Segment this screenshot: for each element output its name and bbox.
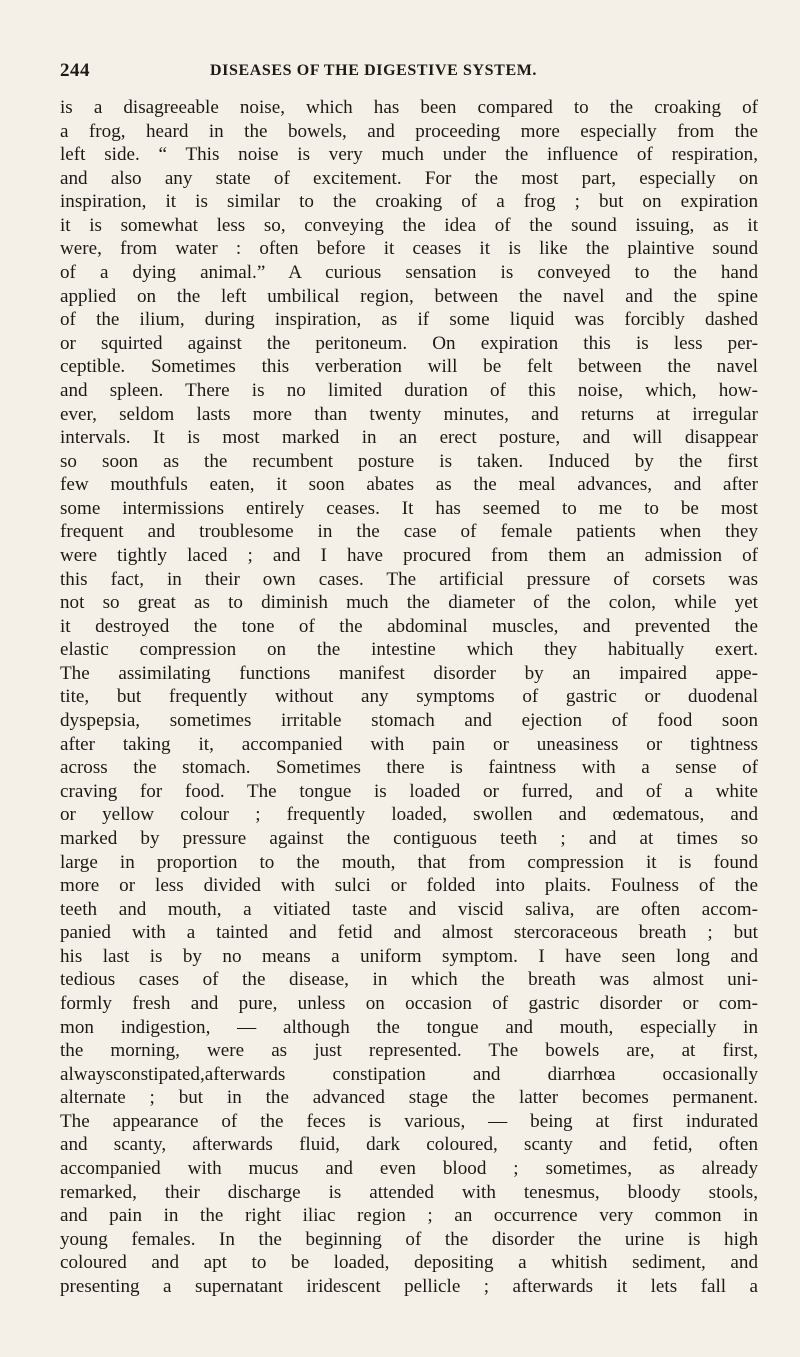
- text-line: tite, but frequently without any symptoms of gastric or duodenal: [60, 686, 758, 708]
- text-line: after taking it, accompanied with pain or uneasiness or tightness: [60, 733, 758, 755]
- text-line: inspiration, it is similar to the croaking of a frog ; but on expiration: [60, 191, 758, 213]
- text-line: this fact, in their own cases. The artificial pressure of corsets was: [60, 568, 758, 590]
- text-line: it is somewhat less so, conveying the idea of the sound issuing, as it: [60, 214, 758, 236]
- text-line: more or less divided with sulci or folded into plaits. Foulness of the: [60, 875, 758, 897]
- text-line: and also any state of excitement. For the most part, especially on: [60, 167, 758, 189]
- text-line: teeth and mouth, a vitiated taste and viscid saliva, are often accom-: [60, 898, 758, 920]
- text-line: not so great as to diminish much the diameter of the colon, while yet: [60, 592, 758, 614]
- text-line: so soon as the recumbent posture is taken. Induced by the first: [60, 450, 758, 472]
- text-line: coloured and apt to be loaded, depositing a whitish sediment, and: [60, 1252, 758, 1274]
- page-header: [60, 60, 750, 84]
- text-line: of a dying animal.” A curious sensation is conveyed to the hand: [60, 262, 758, 284]
- text-line: alwaysconstipated,afterwards constipation and diarrhœa occasionally: [60, 1063, 758, 1085]
- text-line: the morning, were as just represented. The bowels are, at first,: [60, 1040, 758, 1062]
- text-line: it destroyed the tone of the abdominal muscles, and prevented the: [60, 615, 758, 637]
- text-line: remarked, their discharge is attended with tenesmus, bloody stools,: [60, 1181, 758, 1203]
- text-line: alternate ; but in the advanced stage the latter becomes permanent.: [60, 1087, 758, 1109]
- text-line: The appearance of the feces is various, — being at first indurated: [60, 1110, 758, 1132]
- text-line: and pain in the right iliac region ; an occurrence very common in: [60, 1205, 758, 1227]
- text-line: left side. “ This noise is very much under the influence of respiration,: [60, 144, 758, 166]
- running-head: DISEASES OF THE DIGESTIVE SYSTEM.: [210, 62, 538, 79]
- text-line: The assimilating functions manifest disorder by an impaired appe-: [60, 662, 758, 684]
- text-line: tedious cases of the disease, in which the breath was almost uni-: [60, 969, 758, 991]
- text-line: or yellow colour ; frequently loaded, swollen and œdematous, and: [60, 804, 758, 826]
- text-line: mon indigestion, — although the tongue and mouth, especially in: [60, 1016, 758, 1038]
- text-line: his last is by no means a uniform symptom. I have seen long and: [60, 945, 758, 967]
- text-line: accompanied with mucus and even blood ; sometimes, as already: [60, 1158, 758, 1180]
- page-number: 244: [60, 60, 90, 81]
- text-line: and scanty, afterwards fluid, dark coloured, scanty and fetid, often: [60, 1134, 758, 1156]
- text-line: craving for food. The tongue is loaded or furred, and of a white: [60, 780, 758, 802]
- text-line: panied with a tainted and fetid and almost stercoraceous breath ; but: [60, 922, 758, 944]
- text-line: intervals. It is most marked in an erect posture, and will disappear: [60, 427, 758, 449]
- text-line: ever, seldom lasts more than twenty minutes, and returns at irregular: [60, 403, 758, 425]
- text-line: some intermissions entirely ceases. It has seemed to me to be most: [60, 497, 758, 519]
- text-line: frequent and troublesome in the case of female patients when they: [60, 521, 758, 543]
- text-line: formly fresh and pure, unless on occasion of gastric disorder or com-: [60, 992, 758, 1014]
- text-line: few mouthfuls eaten, it soon abates as the meal advances, and after: [60, 474, 758, 496]
- text-line: young females. In the beginning of the disorder the urine is high: [60, 1228, 758, 1250]
- text-line: and spleen. There is no limited duration of this noise, which, how-: [60, 379, 758, 401]
- text-line: of the ilium, during inspiration, as if some liquid was forcibly dashed: [60, 309, 758, 331]
- text-line: presenting a supernatant iridescent pellicle ; afterwards it lets fall a: [60, 1275, 758, 1297]
- text-line: marked by pressure against the contiguous teeth ; and at times so: [60, 827, 758, 849]
- text-line: were, from water : often before it ceases it is like the plaintive sound: [60, 238, 758, 260]
- text-line: is a disagreeable noise, which has been compared to the croaking of: [60, 97, 758, 118]
- text-line: were tightly laced ; and I have procured from them an admission of: [60, 544, 758, 566]
- text-line: dyspepsia, sometimes irritable stomach and ejection of food soon: [60, 710, 758, 732]
- body-text: [60, 96, 758, 1298]
- text-line: ceptible. Sometimes this verberation will be felt between the navel: [60, 356, 758, 378]
- text-line: across the stomach. Sometimes there is faintness with a sense of: [60, 757, 758, 779]
- text-line: elastic compression on the intestine which they habitually exert.: [60, 639, 758, 661]
- text-line: or squirted against the peritoneum. On expiration this is less per-: [60, 332, 758, 354]
- text-line: large in proportion to the mouth, that from compression it is found: [60, 851, 758, 873]
- text-line: a frog, heard in the bowels, and proceeding more especially from the: [60, 120, 758, 142]
- text-line: applied on the left umbilical region, between the navel and the spine: [60, 285, 758, 307]
